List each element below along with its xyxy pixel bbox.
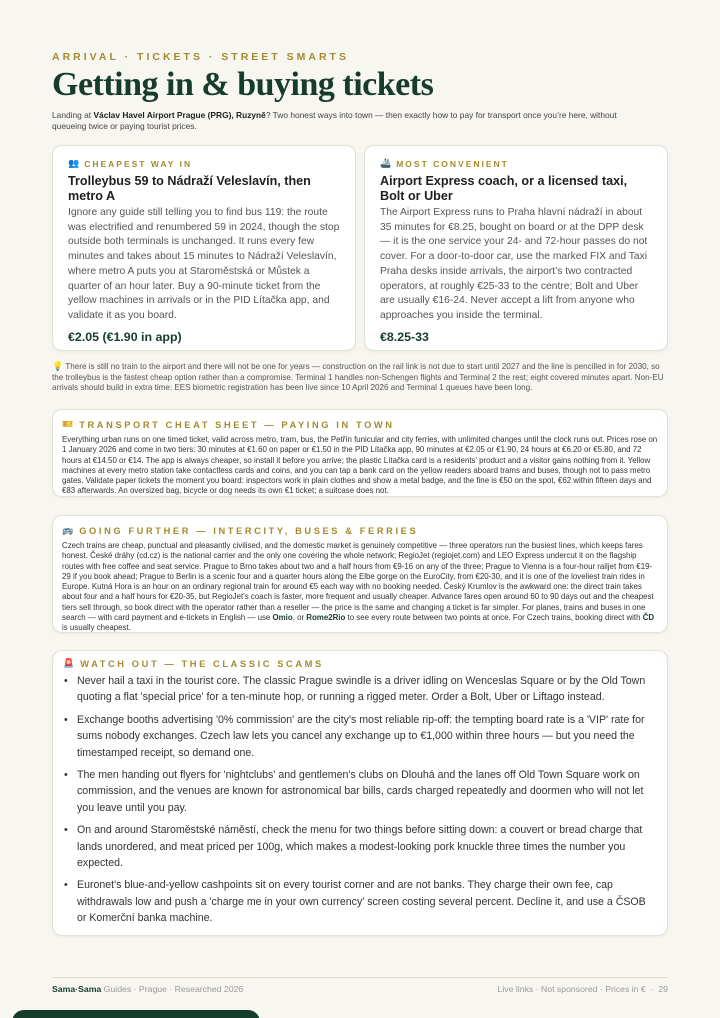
going-further-box: [52, 515, 668, 633]
list-item: • The men handing out flyers for 'nightclubs' and gentlemen's clubs on Dlouhá and the lanes off Old Town Square work on commission, and the venues are known for astronomical bar bills, cards charged repeatedly and doormen who will not let you leave until you pay.: [63, 767, 657, 816]
card-price: €2.05 (€1.90 in app): [68, 329, 182, 344]
footer-left: Guides · Prague · Researched 2026: [101, 984, 244, 994]
box-kicker: WATCH OUT — THE CLASSIC SCAMS: [80, 658, 324, 669]
option-card-convenient: [364, 145, 668, 351]
card-title: Trolleybus 59 to Nádraží Veleslavín, then metro A: [68, 174, 311, 203]
brand-name: Sama·Sama: [52, 984, 102, 994]
ticket-icon: 🎫: [62, 419, 74, 429]
card-kicker: MOST CONVENIENT: [396, 158, 509, 169]
list-item: • On and around Staroměstské náměstí, check the menu for two things before sitting down: a couvert or bread charge that lands unordered, and meat priced per 100g, which makes a modest-looking pork knuckle three times the number you expected.: [63, 822, 657, 871]
scams-box: [52, 650, 668, 936]
omio-link[interactable]: Omio: [272, 613, 293, 623]
cheat-sheet-box: [52, 409, 668, 497]
siren-icon: 🚨: [63, 658, 75, 668]
box-kicker: TRANSPORT CHEAT SHEET — PAYING IN TOWN: [79, 419, 395, 430]
cd-link[interactable]: ČD: [642, 613, 655, 623]
section-kicker: ARRIVAL · TICKETS · STREET SMARTS: [52, 51, 349, 63]
footer-right: Live links · Not sponsored · Prices in €: [497, 984, 646, 994]
page-title: Getting in & buying tickets: [52, 66, 434, 103]
bottom-tab[interactable]: [12, 1010, 260, 1018]
list-item: • Never hail a taxi in the tourist core. The classic Prague swindle is a driver idling on Wenceslas Square or by the Old Town quoting a flat 'special price' for a ten-minute hop, or running a rigged meter. Order a Bolt, Uber or Liftago instead.: [63, 673, 657, 706]
card-kicker: CHEAPEST WAY IN: [84, 158, 193, 169]
page-number: 29: [658, 984, 668, 994]
ship-icon: 🚢: [380, 158, 392, 168]
card-price: €8.25-33: [380, 329, 429, 344]
people-icon: 👥: [68, 158, 80, 168]
intro-text: Landing at Václav Havel Airport Prague (PRG), Ruzyně? Two honest ways into town — then exactly how to pay for transport once you’re here, without queueing twice or paying tourist prices.: [52, 110, 617, 131]
card-title: Airport Express coach, or a licensed taxi, Bolt or Uber: [380, 174, 628, 203]
rome2rio-link[interactable]: Rome2Rio: [306, 613, 346, 623]
page-footer: Sama·Sama Guides · Prague · Researched 2026 Live links · Not sponsored · Prices in € · 29: [52, 977, 668, 994]
lightbulb-icon: 💡: [52, 361, 64, 371]
cheat-sheet-text: Everything urban runs on one timed ticket, valid across metro, tram, bus, the Petřín funicular and city ferries, with unlimited changes until the clock runs out. Prices rose on 1 January 2026 and come in two tiers: 30 minutes at €1.60 on paper or €1.50 in the PID Lítačka app, 90 minutes at €2.05 or €1.90, 24 hours at €6.20 or €5.80, and 72 hours at €14.50 or €14. The app is always cheaper, so install it before you arrive; the plastic Lítačka card is a residents’ product and a visitor gains nothing from it. Yellow machines at every metro station take contactless cards and coins, and you can tap a bank card on the yellow readers aboard trams and buses, though not to pass metro gates. Validate paper tickets the moment you board: inspectors work in plain clothes and show a metal badge, and the fine is €50 on the spot, €62 within fifteen days and €83 afterwards. An oversized bag, bicycle or dog needs its own €1 ticket; a suitcase does not.: [62, 435, 658, 496]
card-body: The Airport Express runs to Praha hlavní nádraží in about 35 minutes for €8.25, bought on board or at the DPP desk — it is the one service your 24- and 72-hour passes do not cover. For a door-to-door car, use the marked FIX and Taxi Praha desks inside arrivals, the airport’s two contracted operators, at roughly €25-33 to the centre; Bolt and Uber are usually €16-24. Never accept a lift from anyone who approaches you inside the terminal.: [380, 207, 648, 321]
option-card-cheapest: [52, 145, 356, 351]
bus-icon: 🚌: [62, 525, 74, 535]
list-item: • Euronet's blue-and-yellow cashpoints sit on every tourist corner and are not banks. They charge their own fee, cap withdrawals low and push a 'charge me in your own currency' screen costing several percent. Decline it, and use a ČSOB or Komerční banka machine.: [63, 877, 657, 926]
scam-list: [63, 673, 657, 927]
airport-name: Václav Havel Airport Prague (PRG), Ruzyně: [93, 110, 266, 120]
card-body: Ignore any guide still telling you to find bus 119: the route was electrified and renumbered 59 in 2024, though the stop outside both terminals is unchanged. It runs every few minutes and takes about 15 minutes to Nádraží Veleslavín, where metro A puts you at Staroměstská or Můstek a quarter of an hour later. Buy a 90-minute ticket from the yellow machines in arrivals or in the PID Lítačka app, and validate it as you board.: [68, 207, 340, 321]
box-kicker: GOING FURTHER — INTERCITY, BUSES & FERRIES: [79, 525, 419, 536]
list-item: • Exchange booths advertising '0% commission' are the city's most reliable rip-off: the tempting board rate is a 'VIP' rate for sums nobody exchanges. Czech law lets you cancel any exchange up to €1,000 within three hours — but you need the timestamped receipt, so demand one.: [63, 712, 657, 761]
airport-note: 💡 There is still no train to the airport and there will not be one for years — construction on the rail link is not due to start until 2027 and the line is pencilled in for 2030, so the trolleybus is the fastest cheap option rather than a compromise. Terminal 1 handles non-Schengen flights and Terminal 2 the rest; eight covered minutes apart. Non-EU arrivals should build in extra time: EES biometric registration has been live since 10 April 2026 and Terminal 1 queues have been long.: [52, 361, 664, 393]
going-further-text: Czech trains are cheap, punctual and pleasantly civilised, and the domestic market is genuinely competitive — three operators run the busiest lines, which keeps fares honest. České dráhy (cd.cz) is the national carrier and the only one covering the whole network; RegioJet (regiojet.com) and LEO Express undercut it on the flagship routes with free coffee and seat service. Prague to Brno takes about two and a half hours from €9-16 on any of the three; Prague to Vienna is a four-hour railjet from €19-29 if you book ahead; Prague to Berlin is a scenic four and a quarter hours along the Elbe gorge on the EuroCity, from €20-30, and it is one of the loveliest train rides in Europe. Kutná Hora is an hour on an ordinary regional train for around €5 each way with no booking needed. Český Krumlov is the awkward one: the direct train takes about four and a half hours for €20-35, but RegioJet’s coach is faster, more frequent and usually cheaper. Advance fares open around 60 to 90 days out and the cheapest tiers sell through, so book direct with the operator rather than a reseller — the price is the same and changing a ticket is far simpler. For planes, trains and buses in one search — with card payment and e-tickets in English — use Omio, or Rome2Rio to see every route between two points at once. For Czech trains, booking direct with ČD is usually cheapest.: [62, 541, 655, 633]
